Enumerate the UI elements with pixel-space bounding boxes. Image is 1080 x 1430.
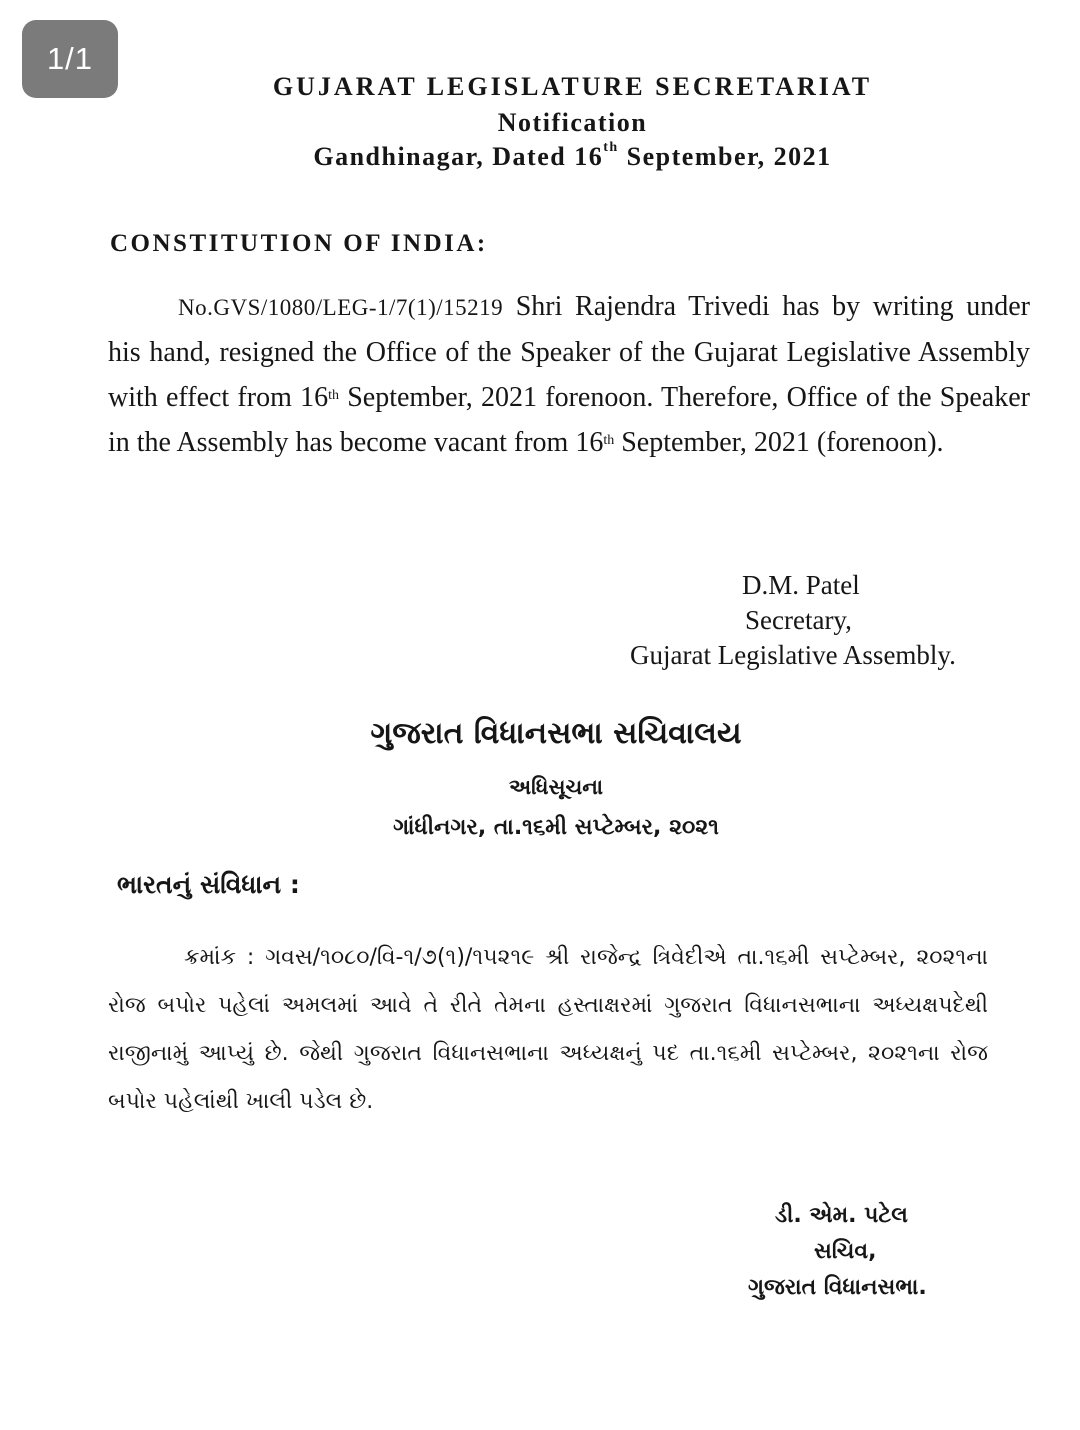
english-notification-label: Notification xyxy=(497,108,648,137)
english-date-superscript: th xyxy=(603,140,619,155)
english-date-line xyxy=(0,142,1080,172)
gujarati-signatory-org: ગુજરાત વિધાનસભા. xyxy=(748,1275,927,1300)
gujarati-signature-block xyxy=(748,1198,1008,1306)
english-section-heading: CONSTITUTION OF INDIA: xyxy=(110,230,488,257)
gujarati-date-line: ગાંધીનગર, તા.૧૬મી સપ્ટેમ્બર, ૨૦૨૧ xyxy=(393,815,719,840)
gujarati-notification-label: અધિસૂચના xyxy=(508,775,604,799)
english-signature-block xyxy=(630,568,970,673)
english-body-part-1: Shri Rajendra Trivedi has by writing under his hand, resigned the Office of the Speaker of the Gujarat Legislative Assembly with effect from 16 xyxy=(108,291,1030,413)
english-body-superscript-2: th xyxy=(603,433,615,448)
english-signatory-title: Secretary, xyxy=(745,605,852,635)
page-indicator: 1/1 xyxy=(22,20,118,98)
english-org-title: GUJARAT LEGISLATURE SECRETARIAT xyxy=(272,72,873,101)
english-body-part-3: September, 2021 (forenoon). xyxy=(614,427,944,458)
english-reference-number: No.GVS/1080/LEG-1/7(1)/15219 xyxy=(178,295,504,320)
gujarati-org-title: ગુજરાત વિધાનસભા સચિવાલય xyxy=(370,716,742,751)
english-body-paragraph xyxy=(108,284,1030,465)
gujarati-signatory-title: સચિવ, xyxy=(814,1239,877,1264)
gujarati-section-heading: ભારતનું સંવિધાન : xyxy=(117,870,300,899)
english-body-part-2: September, 2021 forenoon. Therefore, Office of the Speaker in the Assembly has become vacant from 16 xyxy=(108,382,1030,458)
gujarati-signatory-name: ડી. એમ. પટેલ xyxy=(775,1203,908,1228)
english-body-superscript-1: th xyxy=(328,388,339,403)
english-date-prefix: Gandhinagar, Dated 16 xyxy=(313,142,604,171)
english-date-suffix: September, 2021 xyxy=(618,142,832,171)
english-signatory-org: Gujarat Legislative Assembly. xyxy=(630,640,956,670)
english-signatory-name: D.M. Patel xyxy=(742,570,860,600)
gujarati-body-paragraph xyxy=(108,934,988,1126)
gujarati-body-text: ક્રમાંક : ગવસ/૧૦૮૦/વિ-૧/૭(૧)/૧૫૨૧૯ શ્રી રાજેન્દ્ર ત્રિવેદીએ તા.૧૬મી સપ્ટેમ્બર, ૨૦૨૧ના રોજ બપોર પહેલાં અમલમાં આવે તે રીતે તેમના હસ્તાક્ષરમાં ગુજરાત વિધાનસભાના અધ્યક્ષપદેથી રાજીનામું આપ્યું છે. જેથી ગુજરાત વિધાનસભાના અધ્યક્ષનું પદ તા.૧૬મી સપ્ટેમ્બર, ૨૦૨૧ના રોજ બપોર પહેલાંથી ખાલી પડેલ છે. xyxy=(108,945,988,1114)
